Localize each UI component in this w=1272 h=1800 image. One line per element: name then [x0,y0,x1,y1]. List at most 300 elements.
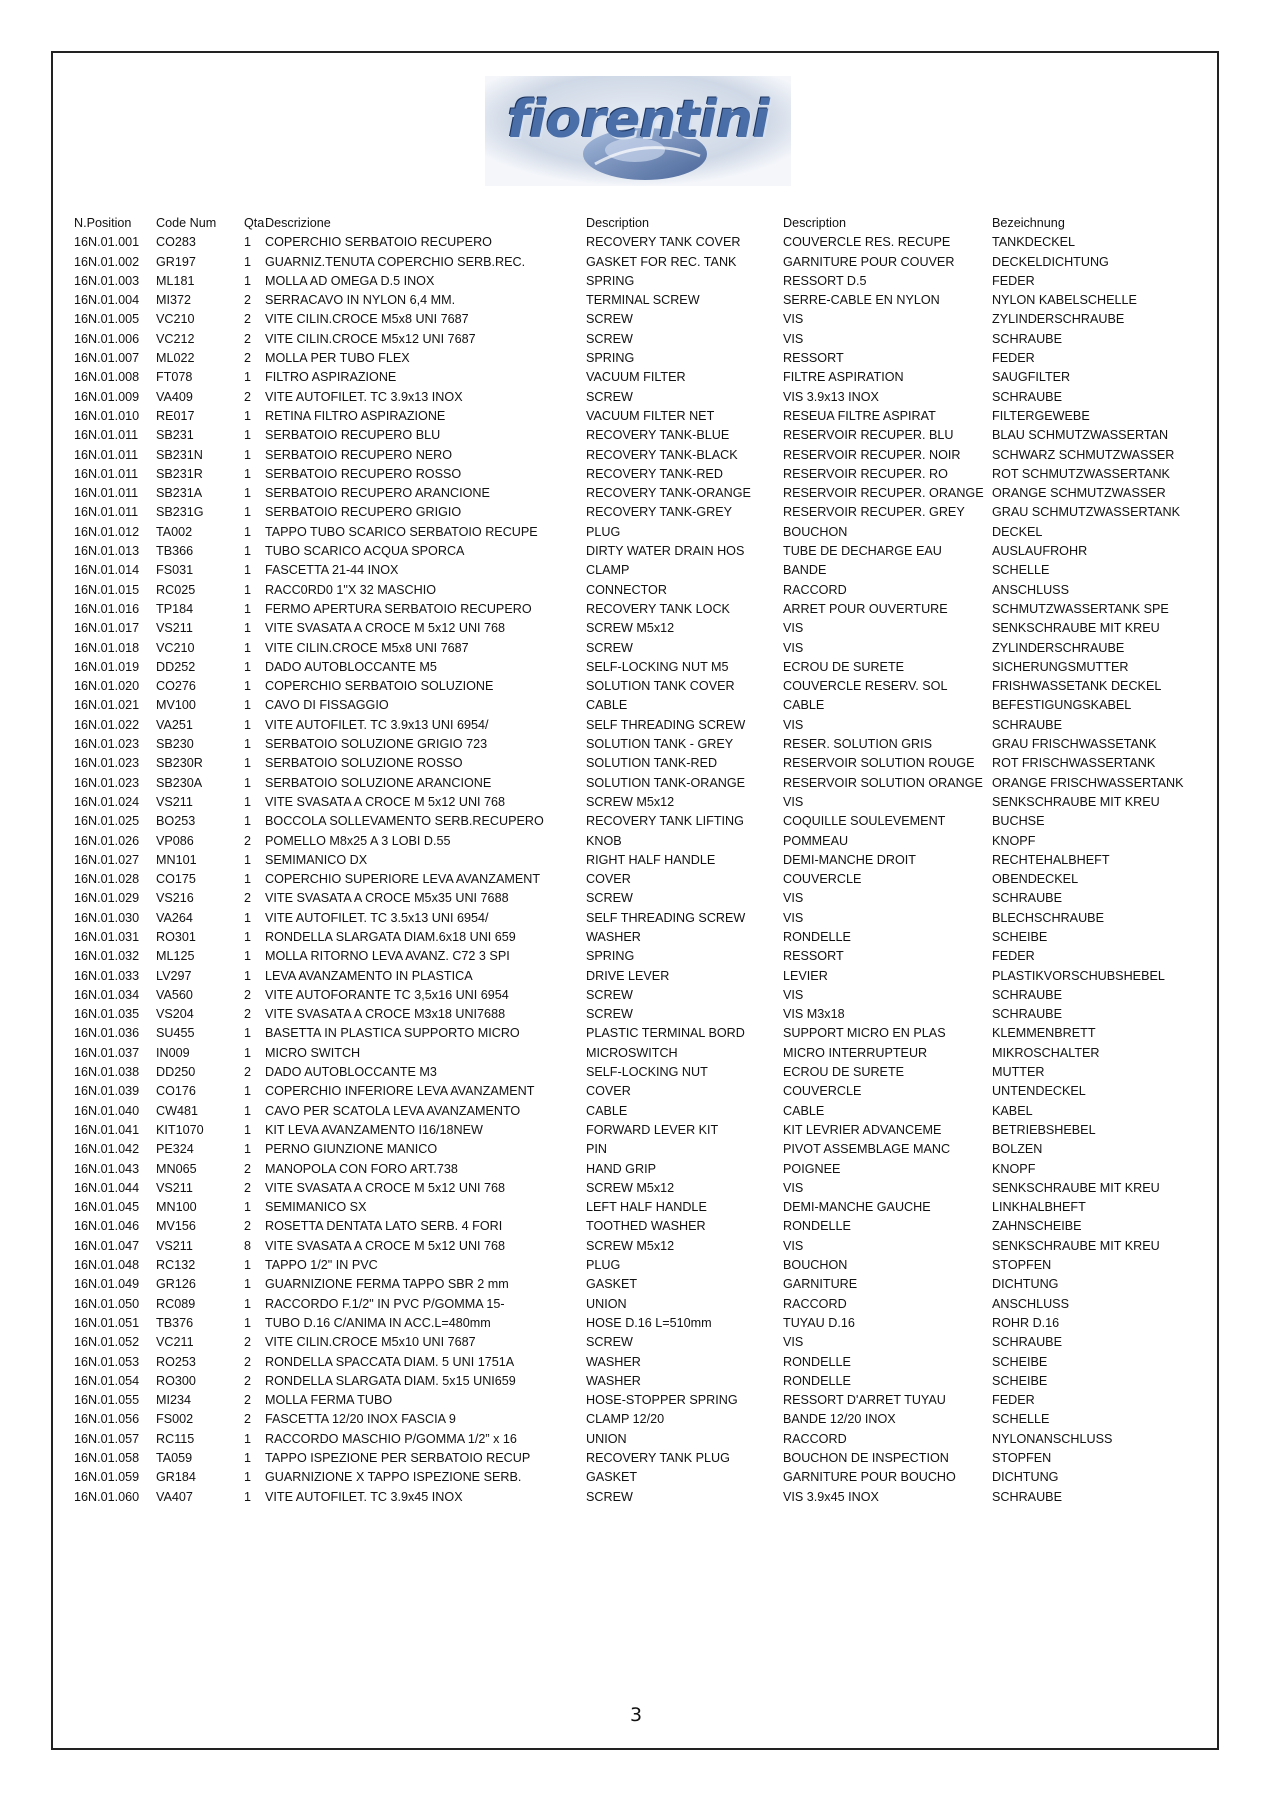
parts-table-body [74,233,1204,1507]
cell-code: SB231G [156,505,204,520]
cell-qty: 1 [244,408,252,423]
cell-position: 16N.01.023 [74,737,140,752]
cell-descrizione: POMELLO M8x25 A 3 LOBI D.55 [265,833,451,848]
table-row [74,1063,1204,1082]
cell-code: DD252 [156,659,196,674]
cell-bezeichnung: GRAU SCHMUTZWASSERTANK [992,505,1180,520]
cell-description-fr: VIS [783,312,804,327]
cell-descrizione: SERBATOIO RECUPERO GRIGIO [265,505,462,520]
cell-qty: 1 [244,929,252,944]
cell-description-fr: GARNITURE POUR BOUCHO [783,1470,956,1485]
table-row [74,1024,1204,1043]
cell-description-en: SCREW M5x12 [586,621,675,636]
cell-qty: 2 [244,1335,252,1350]
cell-description-en: SOLUTION TANK - GREY [586,737,734,752]
cell-bezeichnung: BOLZEN [992,1142,1043,1157]
cell-code: CW481 [156,1103,198,1118]
cell-description-fr: RESSORT [783,351,844,366]
cell-descrizione: VITE SVASATA A CROCE M 5x12 UNI 768 [265,1180,506,1195]
cell-position: 16N.01.007 [74,351,140,366]
cell-description-fr: VIS [783,640,804,655]
cell-descrizione: GUARNIZ.TENUTA COPERCHIO SERB.REC. [265,254,526,269]
table-row [74,1372,1204,1391]
cell-descrizione: MOLLA FERMA TUBO [265,1393,393,1408]
cell-qty: 2 [244,1412,252,1427]
cell-description-en: SCREW M5x12 [586,1180,675,1195]
cell-descrizione: VITE AUTOFILET. TC 3.5x13 UNI 6954/ [265,910,489,925]
cell-bezeichnung: SCHRAUBE [992,1007,1062,1022]
cell-qty: 2 [244,1161,252,1176]
cell-position: 16N.01.023 [74,775,140,790]
cell-code: LV297 [156,968,192,983]
cell-position: 16N.01.053 [74,1354,140,1369]
table-row [74,349,1204,368]
cell-description-fr: MICRO INTERRUPTEUR [783,1045,928,1060]
header-bezeichnung: Bezeichnung [992,216,1065,230]
cell-description-fr: VIS [783,910,804,925]
cell-qty: 1 [244,447,252,462]
cell-description-fr: VIS M3x18 [783,1007,845,1022]
cell-description-en: SCREW [586,1489,633,1504]
cell-bezeichnung: FEDER [992,949,1035,964]
table-row [74,426,1204,445]
cell-description-en: RECOVERY TANK LOCK [586,601,730,616]
cell-description-fr: SERRE-CABLE EN NYLON [783,293,940,308]
cell-description-fr: BOUCHON [783,524,848,539]
cell-descrizione: CAVO PER SCATOLA LEVA AVANZAMENTO [265,1103,521,1118]
cell-bezeichnung: FEDER [992,273,1035,288]
cell-description-fr: VIS [783,717,804,732]
cell-bezeichnung: KNOPF [992,833,1036,848]
cell-code: MV156 [156,1219,196,1234]
cell-description-en: UNION [586,1431,627,1446]
table-row [74,330,1204,349]
header-code: Code Num [156,216,217,230]
cell-descrizione: TAPPO 1/2" IN PVC [265,1258,378,1273]
cell-description-en: RECOVERY TANK-BLUE [586,428,730,443]
cell-description-fr: COUVERCLE [783,1084,862,1099]
cell-description-en: SCREW [586,1335,633,1350]
cell-code: ML125 [156,949,195,964]
cell-description-fr: RONDELLE [783,1354,851,1369]
cell-description-fr: RESERVOIR SOLUTION ORANGE [783,775,983,790]
cell-code: PE324 [156,1142,194,1157]
cell-description-en: CABLE [586,698,628,713]
cell-qty: 2 [244,293,252,308]
cell-code: VS204 [156,1007,194,1022]
cell-position: 16N.01.041 [74,1122,140,1137]
cell-bezeichnung: SCHELLE [992,1412,1050,1427]
cell-description-en: COVER [586,1084,631,1099]
cell-qty: 1 [244,254,252,269]
cell-bezeichnung: BEFESTIGUNGSKABEL [992,698,1132,713]
cell-description-en: GASKET [586,1277,638,1292]
cell-description-fr: GARNITURE POUR COUVER [783,254,955,269]
cell-description-en: SCREW M5x12 [586,794,675,809]
cell-bezeichnung: SCHEIBE [992,929,1048,944]
cell-description-en: HOSE D.16 L=510mm [586,1315,712,1330]
cell-qty: 1 [244,1431,252,1446]
cell-description-en: RECOVERY TANK-BLACK [586,447,738,462]
cell-description-fr: PIVOT ASSEMBLAGE MANC [783,1142,951,1157]
cell-description-en: PLUG [586,1258,621,1273]
cell-position: 16N.01.039 [74,1084,140,1099]
cell-descrizione: RONDELLA SLARGATA DIAM.6x18 UNI 659 [265,929,516,944]
table-row [74,1333,1204,1352]
cell-description-fr: VIS [783,794,804,809]
cell-description-fr: VIS [783,1335,804,1350]
cell-code: MN101 [156,852,197,867]
cell-code: BO253 [156,814,196,829]
cell-bezeichnung: ZAHNSCHEIBE [992,1219,1082,1234]
cell-bezeichnung: SENKSCHRAUBE MIT KREU [992,621,1160,636]
cell-description-fr: RESERVOIR RECUPER. NOIR [783,447,961,462]
table-row [74,542,1204,561]
cell-position: 16N.01.045 [74,1200,140,1215]
cell-code: GR197 [156,254,196,269]
cell-qty: 2 [244,1219,252,1234]
cell-position: 16N.01.035 [74,1007,140,1022]
cell-position: 16N.01.010 [74,408,140,423]
cell-position: 16N.01.056 [74,1412,140,1427]
cell-code: MI372 [156,293,192,308]
cell-code: VS216 [156,891,194,906]
cell-bezeichnung: SCHRAUBE [992,717,1062,732]
cell-qty: 1 [244,852,252,867]
cell-description-en: KNOB [586,833,622,848]
cell-description-en: SCREW [586,891,633,906]
cell-descrizione: TAPPO ISPEZIONE PER SERBATOIO RECUP [265,1451,531,1465]
cell-bezeichnung: DICHTUNG [992,1470,1059,1485]
cell-description-en: SELF THREADING SCREW [586,717,746,732]
table-header-row [74,214,1204,233]
cell-qty: 2 [244,987,252,1002]
cell-bezeichnung: FILTERGEWEBE [992,408,1090,423]
cell-qty: 1 [244,505,252,520]
cell-position: 16N.01.049 [74,1277,140,1292]
cell-description-fr: KIT LEVRIER ADVANCEME [783,1122,942,1137]
cell-position: 16N.01.047 [74,1238,140,1253]
table-row [74,639,1204,658]
table-row [74,812,1204,831]
page-number: 3 [629,1704,643,1726]
cell-code: SB231A [156,486,203,501]
cell-bezeichnung: SCHRAUBE [992,987,1062,1002]
cell-description-en: CONNECTOR [586,582,667,597]
cell-bezeichnung: SCHRAUBE [992,1489,1062,1504]
cell-bezeichnung: AUSLAUFROHR [992,544,1088,559]
cell-descrizione: GUARNIZIONE X TAPPO ISPEZIONE SERB. [265,1470,522,1485]
cell-code: TA002 [156,524,193,539]
cell-code: IN009 [156,1045,190,1060]
cell-description-en: RECOVERY TANK LIFTING [586,814,744,829]
cell-code: RE017 [156,408,195,423]
cell-code: VC212 [156,331,195,346]
brand-logo [485,76,791,186]
cell-code: TP184 [156,601,194,616]
table-row [74,851,1204,870]
cell-position: 16N.01.032 [74,949,140,964]
table-row [74,368,1204,387]
table-row [74,774,1204,793]
cell-position: 16N.01.044 [74,1180,140,1195]
cell-description-fr: VIS 3.9x45 INOX [783,1489,879,1504]
cell-qty: 2 [244,1180,252,1195]
table-row [74,1488,1204,1507]
cell-description-fr: RESERVOIR SOLUTION ROUGE [783,756,975,771]
cell-position: 16N.01.043 [74,1161,140,1176]
cell-position: 16N.01.006 [74,331,140,346]
table-row [74,1121,1204,1140]
cell-qty: 1 [244,601,252,616]
cell-description-en: CLAMP [586,563,630,578]
cell-qty: 2 [244,1393,252,1408]
table-row [74,889,1204,908]
cell-bezeichnung: DICHTUNG [992,1277,1059,1292]
table-row [74,561,1204,580]
cell-bezeichnung: BETRIEBSHEBEL [992,1122,1096,1137]
cell-description-fr: TUYAU D.16 [783,1315,855,1330]
cell-description-en: PIN [586,1142,607,1157]
table-row [74,600,1204,619]
cell-qty: 1 [244,910,252,925]
cell-position: 16N.01.011 [74,505,139,520]
cell-description-en: SELF-LOCKING NUT M5 [586,659,729,674]
cell-description-en: SOLUTION TANK-ORANGE [586,775,746,790]
cell-description-fr: VIS 3.9x13 INOX [783,389,879,404]
cell-bezeichnung: DECKELDICHTUNG [992,254,1109,269]
cell-description-en: SPRING [586,351,635,366]
cell-position: 16N.01.038 [74,1065,140,1080]
cell-code: VS211 [156,1180,193,1195]
cell-code: VA409 [156,389,193,404]
cell-bezeichnung: SCHWARZ SCHMUTZWASSER [992,447,1175,462]
cell-code: MN065 [156,1161,197,1176]
table-row [74,1198,1204,1217]
cell-description-en: SPRING [586,273,635,288]
cell-bezeichnung: SCHMUTZWASSERTANK SPE [992,601,1169,616]
cell-code: VC210 [156,312,195,327]
cell-qty: 2 [244,1065,252,1080]
cell-description-fr: COUVERCLE RESERV. SOL [783,679,948,694]
cell-code: RO253 [156,1354,196,1369]
cell-bezeichnung: FRISHWASSETANK DECKEL [992,679,1162,694]
cell-bezeichnung: ORANGE FRISCHWASSERTANK [992,775,1184,790]
cell-qty: 1 [244,621,252,636]
cell-position: 16N.01.026 [74,833,140,848]
cell-qty: 2 [244,389,252,404]
cell-description-en: COVER [586,872,631,887]
cell-description-en: TOOTHED WASHER [586,1219,706,1234]
cell-bezeichnung: BUCHSE [992,814,1045,829]
cell-description-fr: RESSORT D'ARRET TUYAU [783,1393,946,1408]
cell-description-en: RECOVERY TANK-GREY [586,505,733,520]
cell-code: SU455 [156,1026,195,1041]
cell-code: SB231R [156,466,203,481]
cell-descrizione: SERBATOIO RECUPERO ROSSO [265,466,462,481]
cell-descrizione: VITE SVASATA A CROCE M3x18 UNI7688 [265,1007,506,1022]
cell-descrizione: TUBO SCARICO ACQUA SPORCA [265,544,465,559]
table-row [74,1256,1204,1275]
cell-description-fr: RACCORD [783,1431,847,1446]
cell-qty: 1 [244,486,252,501]
cell-description-fr: COUVERCLE RES. RECUPE [783,235,951,250]
cell-descrizione: PERNO GIUNZIONE MANICO [265,1142,438,1157]
cell-descrizione: ROSETTA DENTATA LATO SERB. 4 FORI [265,1219,503,1234]
cell-position: 16N.01.057 [74,1431,140,1446]
cell-position: 16N.01.017 [74,621,140,636]
cell-descrizione: SERBATOIO RECUPERO ARANCIONE [265,486,490,501]
cell-description-fr: COQUILLE SOULEVEMENT [783,814,946,829]
table-row [74,581,1204,600]
cell-position: 16N.01.008 [74,370,140,385]
cell-position: 16N.01.031 [74,929,140,944]
cell-description-en: CLAMP 12/20 [586,1412,665,1427]
cell-code: SB230R [156,756,203,771]
cell-position: 16N.01.014 [74,563,140,578]
cell-description-en: CABLE [586,1103,628,1118]
cell-bezeichnung: KNOPF [992,1161,1036,1176]
cell-description-fr: ECROU DE SURETE [783,1065,905,1080]
cell-qty: 1 [244,370,252,385]
cell-description-en: RECOVERY TANK-ORANGE [586,486,751,501]
cell-qty: 1 [244,563,252,578]
table-row [74,1140,1204,1159]
cell-bezeichnung: ROT FRISCHWASSERTANK [992,756,1156,771]
cell-descrizione: MANOPOLA CON FORO ART.738 [265,1161,458,1176]
cell-position: 16N.01.054 [74,1373,140,1388]
cell-descrizione: FASCETTA 21-44 INOX [265,563,399,578]
cell-code: SB230 [156,737,194,752]
cell-bezeichnung: SCHRAUBE [992,1335,1062,1350]
cell-description-en: LEFT HALF HANDLE [586,1200,707,1215]
table-row [74,870,1204,889]
cell-description-fr: LEVIER [783,968,828,983]
cell-bezeichnung: MIKROSCHALTER [992,1045,1100,1060]
header-description-en: Description [586,216,649,230]
table-row [74,1179,1204,1198]
cell-qty: 1 [244,679,252,694]
cell-descrizione: BOCCOLA SOLLEVAMENTO SERB.RECUPERO [265,814,544,829]
cell-description-fr: RESERVOIR RECUPER. GREY [783,505,965,520]
table-row [74,1275,1204,1294]
cell-description-en: VACUUM FILTER NET [586,408,715,423]
table-row [74,1410,1204,1429]
table-row [74,407,1204,426]
cell-position: 16N.01.059 [74,1470,140,1485]
cell-qty: 2 [244,331,252,346]
cell-position: 16N.01.021 [74,698,140,713]
cell-bezeichnung: ORANGE SCHMUTZWASSER [992,486,1166,501]
cell-code: VC211 [156,1335,194,1350]
cell-code: RC115 [156,1431,195,1446]
cell-description-en: VACUUM FILTER [586,370,686,385]
table-row [74,1160,1204,1179]
cell-qty: 1 [244,1296,252,1311]
cell-bezeichnung: ANSCHLUSS [992,582,1069,597]
cell-qty: 1 [244,1122,252,1137]
cell-code: FS031 [156,563,194,578]
cell-position: 16N.01.037 [74,1045,140,1060]
cell-description-en: DRIVE LEVER [586,968,670,983]
cell-bezeichnung: DECKEL [992,524,1043,539]
cell-qty: 1 [244,659,252,674]
cell-position: 16N.01.019 [74,659,140,674]
cell-description-fr: RESEUA FILTRE ASPIRAT [783,408,936,423]
table-row [74,735,1204,754]
cell-description-en: DIRTY WATER DRAIN HOS [586,544,745,559]
table-row [74,1005,1204,1024]
cell-code: MV100 [156,698,196,713]
cell-descrizione: RONDELLA SPACCATA DIAM. 5 UNI 1751A [265,1354,515,1369]
cell-bezeichnung: STOPFEN [992,1451,1052,1465]
table-row [74,793,1204,812]
cell-description-fr: RESSORT [783,949,844,964]
cell-code: FT078 [156,370,193,385]
table-row [74,1468,1204,1487]
cell-code: SB230A [156,775,203,790]
cell-descrizione: RACC0RD0 1"X 32 MASCHIO [265,582,437,597]
cell-descrizione: RETINA FILTRO ASPIRAZIONE [265,408,446,423]
cell-description-en: SOLUTION TANK-RED [586,756,718,771]
cell-bezeichnung: LINKHALBHEFT [992,1200,1086,1215]
cell-descrizione: RACCORDO F.1/2" IN PVC P/GOMMA 15- [265,1296,505,1311]
cell-position: 16N.01.020 [74,679,140,694]
header-descrizione: Descrizione [265,216,331,230]
table-row [74,1430,1204,1449]
cell-bezeichnung: SCHRAUBE [992,331,1062,346]
cell-qty: 1 [244,1142,252,1157]
cell-descrizione: DADO AUTOBLOCCANTE M3 [265,1065,437,1080]
cell-bezeichnung: MUTTER [992,1065,1045,1080]
cell-position: 16N.01.004 [74,293,140,308]
cell-bezeichnung: ZYLINDERSCHRAUBE [992,640,1125,655]
header-qty: Qta [244,216,265,230]
cell-description-en: RECOVERY TANK-RED [586,466,723,481]
cell-position: 16N.01.050 [74,1296,140,1311]
cell-description-fr: POIGNEE [783,1161,841,1176]
cell-descrizione: MOLLA PER TUBO FLEX [265,351,410,366]
cell-code: GR184 [156,1470,196,1485]
cell-code: MI234 [156,1393,192,1408]
cell-descrizione: TUBO D.16 C/ANIMA IN ACC.L=480mm [265,1315,491,1330]
cell-qty: 1 [244,775,252,790]
table-row [74,1353,1204,1372]
cell-description-fr: FILTRE ASPIRATION [783,370,904,385]
cell-description-fr: RESERVOIR RECUPER. RO [783,466,948,481]
cell-description-en: WASHER [586,929,641,944]
cell-description-fr: DEMI-MANCHE DROIT [783,852,916,867]
table-row [74,947,1204,966]
cell-position: 16N.01.046 [74,1219,140,1234]
cell-position: 16N.01.015 [74,582,140,597]
cell-code: VA407 [156,1489,193,1504]
cell-descrizione: SEMIMANICO SX [265,1200,367,1215]
cell-code: VS211 [156,794,193,809]
cell-descrizione: VITE CILIN.CROCE M5x12 UNI 7687 [265,331,476,346]
cell-bezeichnung: KABEL [992,1103,1033,1118]
cell-position: 16N.01.060 [74,1489,140,1504]
table-row [74,1217,1204,1236]
cell-descrizione: SEMIMANICO DX [265,852,368,867]
cell-position: 16N.01.028 [74,872,140,887]
cell-position: 16N.01.033 [74,968,140,983]
cell-code: VS211 [156,621,193,636]
cell-position: 16N.01.048 [74,1258,140,1273]
cell-description-fr: VIS [783,621,804,636]
cell-code: VP086 [156,833,194,848]
cell-position: 16N.01.002 [74,254,140,269]
